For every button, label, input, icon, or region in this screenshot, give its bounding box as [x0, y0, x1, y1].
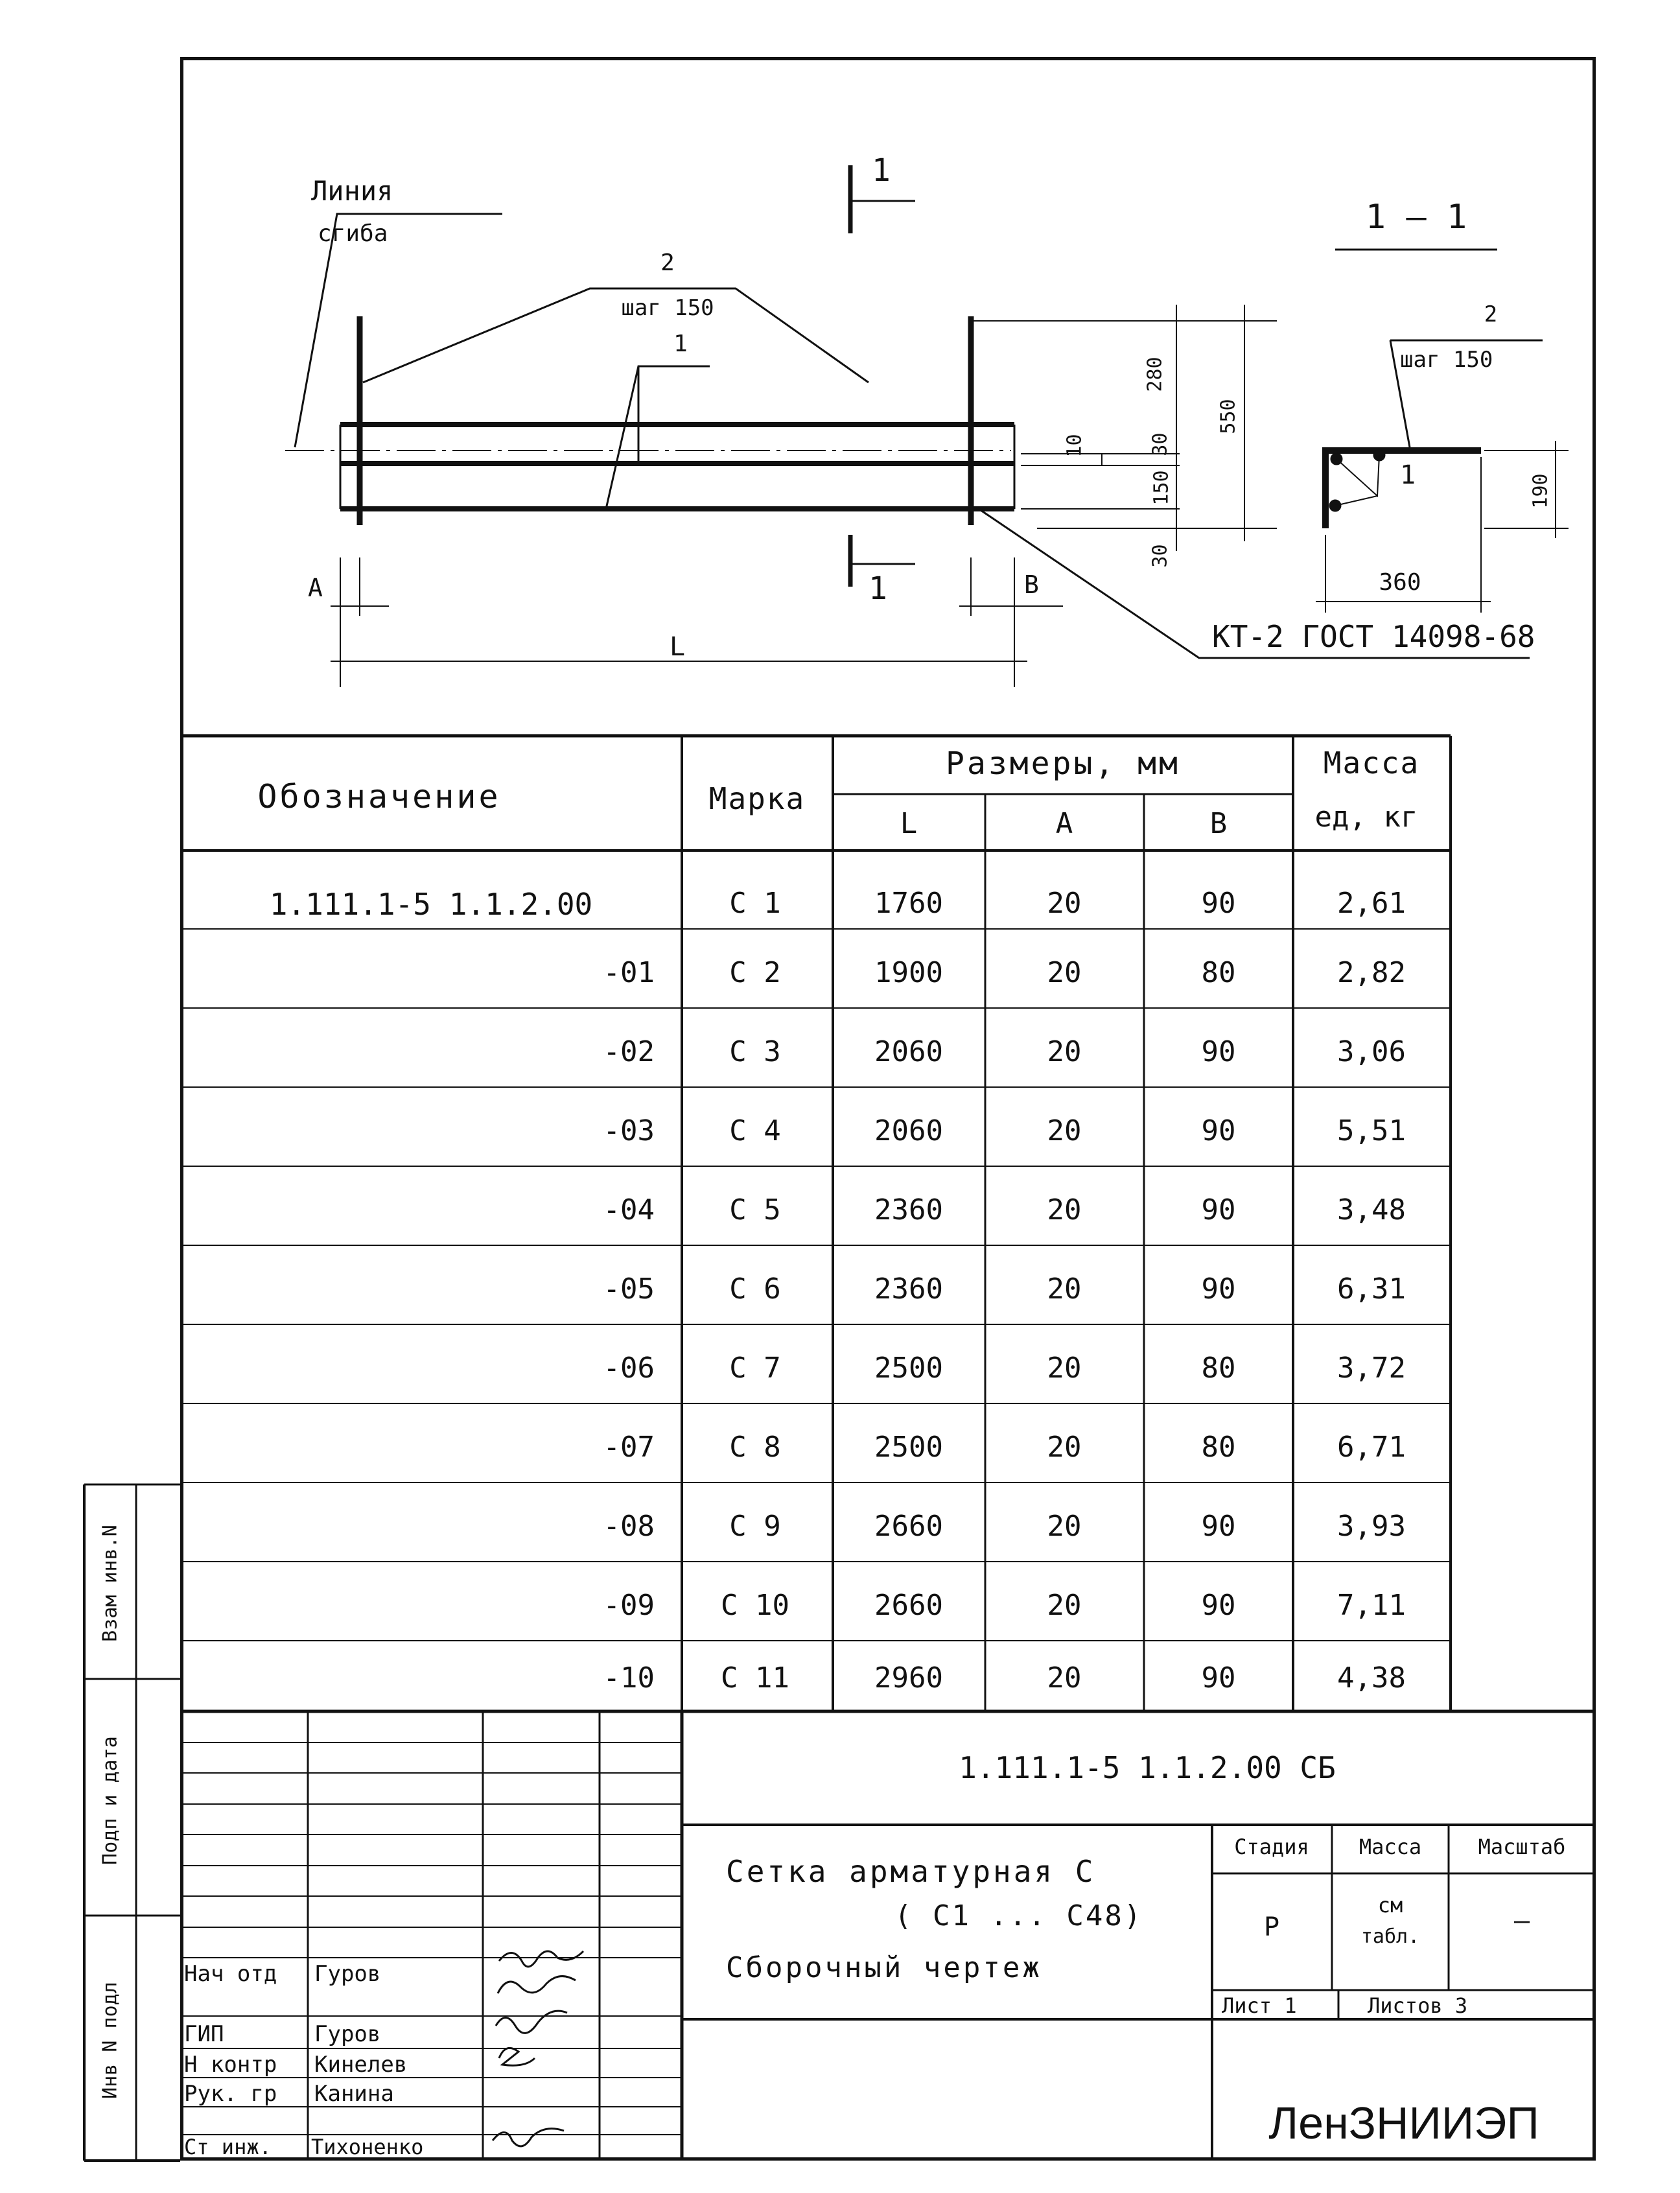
- row-b: 80: [1201, 1352, 1236, 1385]
- dim-30a: 30: [1149, 432, 1172, 456]
- row-l: 2660: [874, 1589, 943, 1622]
- row-mark: С 11: [721, 1661, 789, 1695]
- person-name: Гуров: [314, 1961, 381, 1987]
- header-mass-unit: ед, кг: [1314, 801, 1418, 834]
- stage-label: Стадия: [1234, 1835, 1309, 1859]
- row-designation: -08: [603, 1510, 655, 1543]
- row-mark: С 7: [729, 1352, 781, 1385]
- person-name: Канина: [314, 2081, 394, 2107]
- section-pos1: 1: [1400, 460, 1416, 490]
- person-name: Тихоненко: [311, 2135, 424, 2159]
- row-mass: 4,38: [1337, 1661, 1406, 1695]
- dim-280: 280: [1143, 357, 1167, 392]
- row-b: 80: [1201, 1431, 1236, 1464]
- row-a: 20: [1047, 1193, 1082, 1226]
- row-a: 20: [1047, 1272, 1082, 1306]
- row-mass: 3,93: [1337, 1510, 1406, 1543]
- row-mass: 3,06: [1337, 1035, 1406, 1068]
- row-mark: С 1: [729, 887, 781, 920]
- row-a: 20: [1047, 1114, 1082, 1147]
- row-l: 2660: [874, 1510, 943, 1543]
- role-label: ГИП: [184, 2021, 224, 2047]
- row-designation: -05: [603, 1272, 655, 1306]
- role-label: Н контр: [184, 2052, 277, 2078]
- row-designation: -07: [603, 1431, 655, 1464]
- row-designation: -02: [603, 1035, 655, 1068]
- role-label: Нач отд: [184, 1961, 277, 1987]
- side-vzam-inv: Взам инв.N: [99, 1525, 122, 1642]
- row-l: 2060: [874, 1035, 943, 1068]
- side-inv-podl: Инв N подл: [99, 1982, 122, 2099]
- section-title: 1 — 1: [1365, 198, 1467, 237]
- row-b: 90: [1201, 1510, 1236, 1543]
- row-mass: 7,11: [1337, 1589, 1406, 1622]
- stage-value: Р: [1263, 1912, 1280, 1942]
- row-l: 2960: [874, 1661, 943, 1695]
- leader-pos2: [363, 288, 869, 382]
- title-line-1: Сетка арматурная С: [726, 1854, 1096, 1889]
- row-mass: 5,51: [1337, 1114, 1406, 1147]
- person-name: Кинелев: [314, 2052, 408, 2078]
- row-l: 2500: [874, 1352, 943, 1385]
- row-b: 90: [1201, 1193, 1236, 1226]
- row-b: 90: [1201, 1589, 1236, 1622]
- row-mass: 2,61: [1337, 887, 1406, 920]
- row-b: 90: [1201, 1272, 1236, 1306]
- row-l: 2500: [874, 1431, 943, 1464]
- sheet-count: Листов 3: [1368, 1993, 1468, 2018]
- row-a: 20: [1047, 1510, 1082, 1543]
- header-a: A: [1055, 807, 1073, 840]
- bend-line-label-2: сгиба: [318, 220, 388, 247]
- row-l: 1760: [874, 887, 943, 920]
- row-mass: 6,31: [1337, 1272, 1406, 1306]
- dim-10: 10: [1063, 434, 1086, 458]
- dim-550: 550: [1217, 399, 1240, 434]
- row-a: 20: [1047, 1661, 1082, 1695]
- row-mark: С 2: [729, 956, 781, 989]
- row-a: 20: [1047, 887, 1082, 920]
- row-a: 20: [1047, 1035, 1082, 1068]
- pos2-step: шаг 150: [621, 295, 714, 321]
- header-mark: Марка: [708, 781, 806, 816]
- row-l: 1900: [874, 956, 943, 989]
- row-mark: С 9: [729, 1510, 781, 1543]
- dim-a: A: [308, 574, 323, 602]
- row-mark: С 10: [721, 1589, 789, 1622]
- section-mark-bottom: 1: [869, 570, 887, 607]
- row-mark: С 4: [729, 1114, 781, 1147]
- person-name: Гуров: [314, 2021, 381, 2047]
- dim-30b: 30: [1149, 544, 1172, 568]
- pos1-label: 1: [673, 331, 688, 357]
- row-b: 90: [1201, 1114, 1236, 1147]
- row-mark: С 5: [729, 1193, 781, 1226]
- header-sizes: Размеры, мм: [946, 745, 1180, 782]
- row-l: 2060: [874, 1114, 943, 1147]
- section-pos2: 2: [1484, 301, 1498, 327]
- section-step: шаг 150: [1400, 347, 1493, 373]
- row-l: 2360: [874, 1193, 943, 1226]
- row-mass: 3,48: [1337, 1193, 1406, 1226]
- row-a: 20: [1047, 1352, 1082, 1385]
- row-a: 20: [1047, 1431, 1082, 1464]
- row-mark: С 3: [729, 1035, 781, 1068]
- row-designation: -01: [603, 956, 655, 989]
- row-b: 90: [1201, 887, 1236, 920]
- title-line-3: Сборочный чертеж: [726, 1951, 1042, 1984]
- pos2-label: 2: [660, 250, 675, 276]
- row-designation: -04: [603, 1193, 655, 1226]
- doc-code: 1.111.1-5 1.1.2.00 СБ: [959, 1750, 1336, 1785]
- leader-pos1: [606, 366, 710, 509]
- row-a: 20: [1047, 1589, 1082, 1622]
- mass-value-2: табл.: [1360, 1925, 1420, 1948]
- row-designation: -06: [603, 1352, 655, 1385]
- mass-value-1: см: [1377, 1893, 1403, 1917]
- row-mass: 2,82: [1337, 956, 1406, 989]
- header-mass: Масса: [1323, 745, 1420, 780]
- bend-line-label: Линия: [311, 175, 393, 207]
- title-line-2: ( С1 ... С48): [894, 1899, 1143, 1932]
- row-a: 20: [1047, 956, 1082, 989]
- row-designation: -09: [603, 1589, 655, 1622]
- row-mark: С 8: [729, 1431, 781, 1464]
- row-mark: С 6: [729, 1272, 781, 1306]
- dim-l: L: [669, 632, 686, 662]
- mass-label: Масса: [1359, 1835, 1422, 1859]
- header-designation: Обозначение: [257, 778, 501, 815]
- dim-b: B: [1024, 570, 1039, 599]
- section-mark-top: 1: [872, 152, 891, 189]
- row-designation: 1.111.1-5 1.1.2.00: [269, 887, 593, 922]
- row-designation: -10: [603, 1661, 655, 1695]
- row-designation: -03: [603, 1114, 655, 1147]
- scale-label: Масштаб: [1478, 1835, 1566, 1859]
- scale-value: —: [1513, 1906, 1530, 1936]
- row-b: 90: [1201, 1035, 1236, 1068]
- row-b: 80: [1201, 956, 1236, 989]
- section-dim-360: 360: [1379, 569, 1421, 596]
- organization-name: ЛенЗНИИЭП: [1268, 2098, 1539, 2148]
- row-l: 2360: [874, 1272, 943, 1306]
- role-label: Ст инж.: [184, 2135, 272, 2159]
- header-l: L: [900, 807, 918, 840]
- section-dim-190: 190: [1529, 473, 1552, 509]
- role-label: Рук. гр: [184, 2081, 277, 2107]
- row-mass: 3,72: [1337, 1352, 1406, 1385]
- header-b: B: [1209, 807, 1228, 840]
- leader-bend: [295, 214, 502, 447]
- sheet-number: Лист 1: [1222, 1993, 1297, 2018]
- dim-150: 150: [1150, 470, 1173, 506]
- side-podp-data: Подп и дата: [99, 1736, 122, 1865]
- weld-note: КТ-2 ГОСТ 14098-68: [1212, 619, 1535, 654]
- row-mass: 6,71: [1337, 1431, 1406, 1464]
- row-b: 90: [1201, 1661, 1236, 1695]
